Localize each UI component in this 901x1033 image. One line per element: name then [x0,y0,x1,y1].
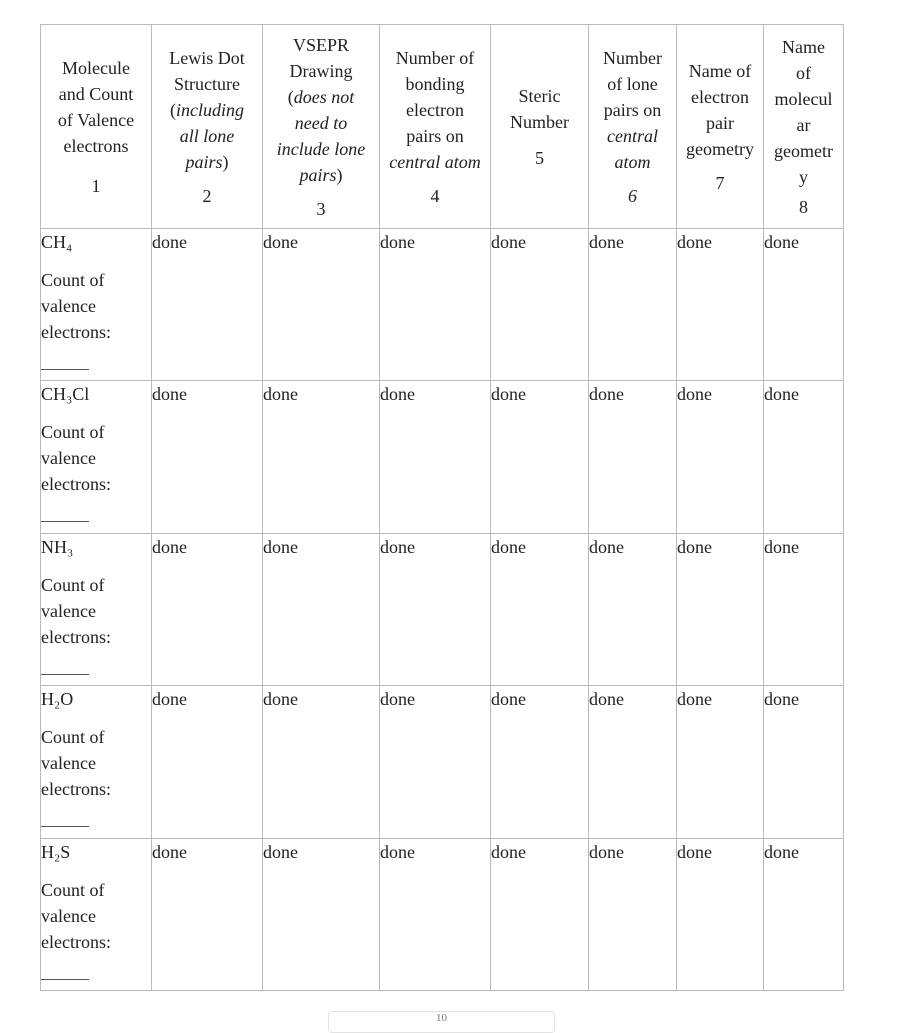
column-number: 8 [799,196,808,217]
valence-count-blank[interactable] [41,511,89,522]
answer-cell: done [380,533,491,685]
answer-cell: done [152,686,263,838]
answer-cell: done [152,229,263,381]
table-row [41,229,844,381]
table-row [41,381,844,533]
table-row [41,686,844,838]
molecule-formula: NH₃ [41,536,74,557]
molecule-formula: H₂O [41,689,74,710]
molecule-formula: H₂S [41,841,71,862]
valence-count-label: Count of valence electrons: [41,879,111,952]
header-bonding-pairs: Number of bonding electron pairs on central atom 4 [380,25,491,229]
column-number: 3 [316,198,326,219]
answer-cell: done [589,229,677,381]
table-row [41,838,844,990]
header-electron-geometry: Name of electron pair geometry 7 [677,25,764,229]
answer-cell: done [380,686,491,838]
answer-cell: done [764,229,844,381]
answer-cell: done [491,381,589,533]
molecule-cell [41,686,152,838]
column-number: 5 [535,147,544,168]
column-number: 7 [715,172,725,193]
column-number: 6 [628,185,637,206]
answer-cell: done [677,838,764,990]
header-molecule: Molecule and Count of Valence electrons 1 [41,25,152,229]
header-row [41,25,844,229]
valence-count-label: Count of valence electrons: [41,270,111,342]
molecule-formula: CH₃Cl [41,384,90,405]
page-number: 10 [436,1012,447,1024]
answer-cell: done [263,533,380,685]
header-steric-number: Steric Number 5 [491,25,589,229]
answer-cell: done [589,686,677,838]
answer-cell: done [589,838,677,990]
header-lone-pairs: Number of lone pairs on central atom 6 [589,25,677,229]
answer-cell: done [764,381,844,533]
table-body [41,229,844,991]
answer-cell: done [491,533,589,685]
answer-cell: done [764,838,844,990]
molecule-cell [41,381,152,533]
answer-cell: done [152,838,263,990]
molecule-cell [41,229,152,381]
answer-cell: done [677,381,764,533]
column-number: 1 [91,175,101,196]
answer-cell: done [764,686,844,838]
answer-cell: done [491,229,589,381]
answer-cell: done [263,229,380,381]
column-number: 4 [430,185,440,206]
column-number: 2 [202,185,212,206]
answer-cell: done [263,381,380,533]
header-vsepr-drawing: VSEPR Drawing (does not need to include lone pairs) 3 [263,25,380,229]
answer-cell: done [491,838,589,990]
answer-cell: done [764,533,844,685]
answer-cell: done [677,686,764,838]
answer-cell: done [152,381,263,533]
vsepr-worksheet-table [40,24,844,991]
answer-cell: done [589,381,677,533]
answer-cell: done [380,381,491,533]
page-footer [328,1011,555,1033]
valence-count-blank[interactable] [41,664,89,675]
molecule-formula: CH₄ [41,232,73,252]
molecule-cell [41,838,152,990]
answer-cell: done [589,533,677,685]
valence-count-blank[interactable] [41,359,89,370]
valence-count-label: Count of valence electrons: [41,574,111,647]
header-molecular-geometry: Name of molecul ar geometr y 8 [764,25,844,229]
answer-cell: done [152,533,263,685]
table-row [41,533,844,685]
answer-cell: done [263,838,380,990]
header-lewis-dot: Lewis Dot Structure (including all lone pairs) 2 [152,25,263,229]
answer-cell: done [380,229,491,381]
answer-cell: done [380,838,491,990]
valence-count-blank[interactable] [41,816,89,827]
answer-cell: done [677,533,764,685]
molecule-cell [41,533,152,685]
answer-cell: done [263,686,380,838]
answer-cell: done [491,686,589,838]
valence-count-label: Count of valence electrons: [41,727,111,800]
valence-count-blank[interactable] [41,969,89,980]
answer-cell: done [677,229,764,381]
valence-count-label: Count of valence electrons: [41,422,111,495]
